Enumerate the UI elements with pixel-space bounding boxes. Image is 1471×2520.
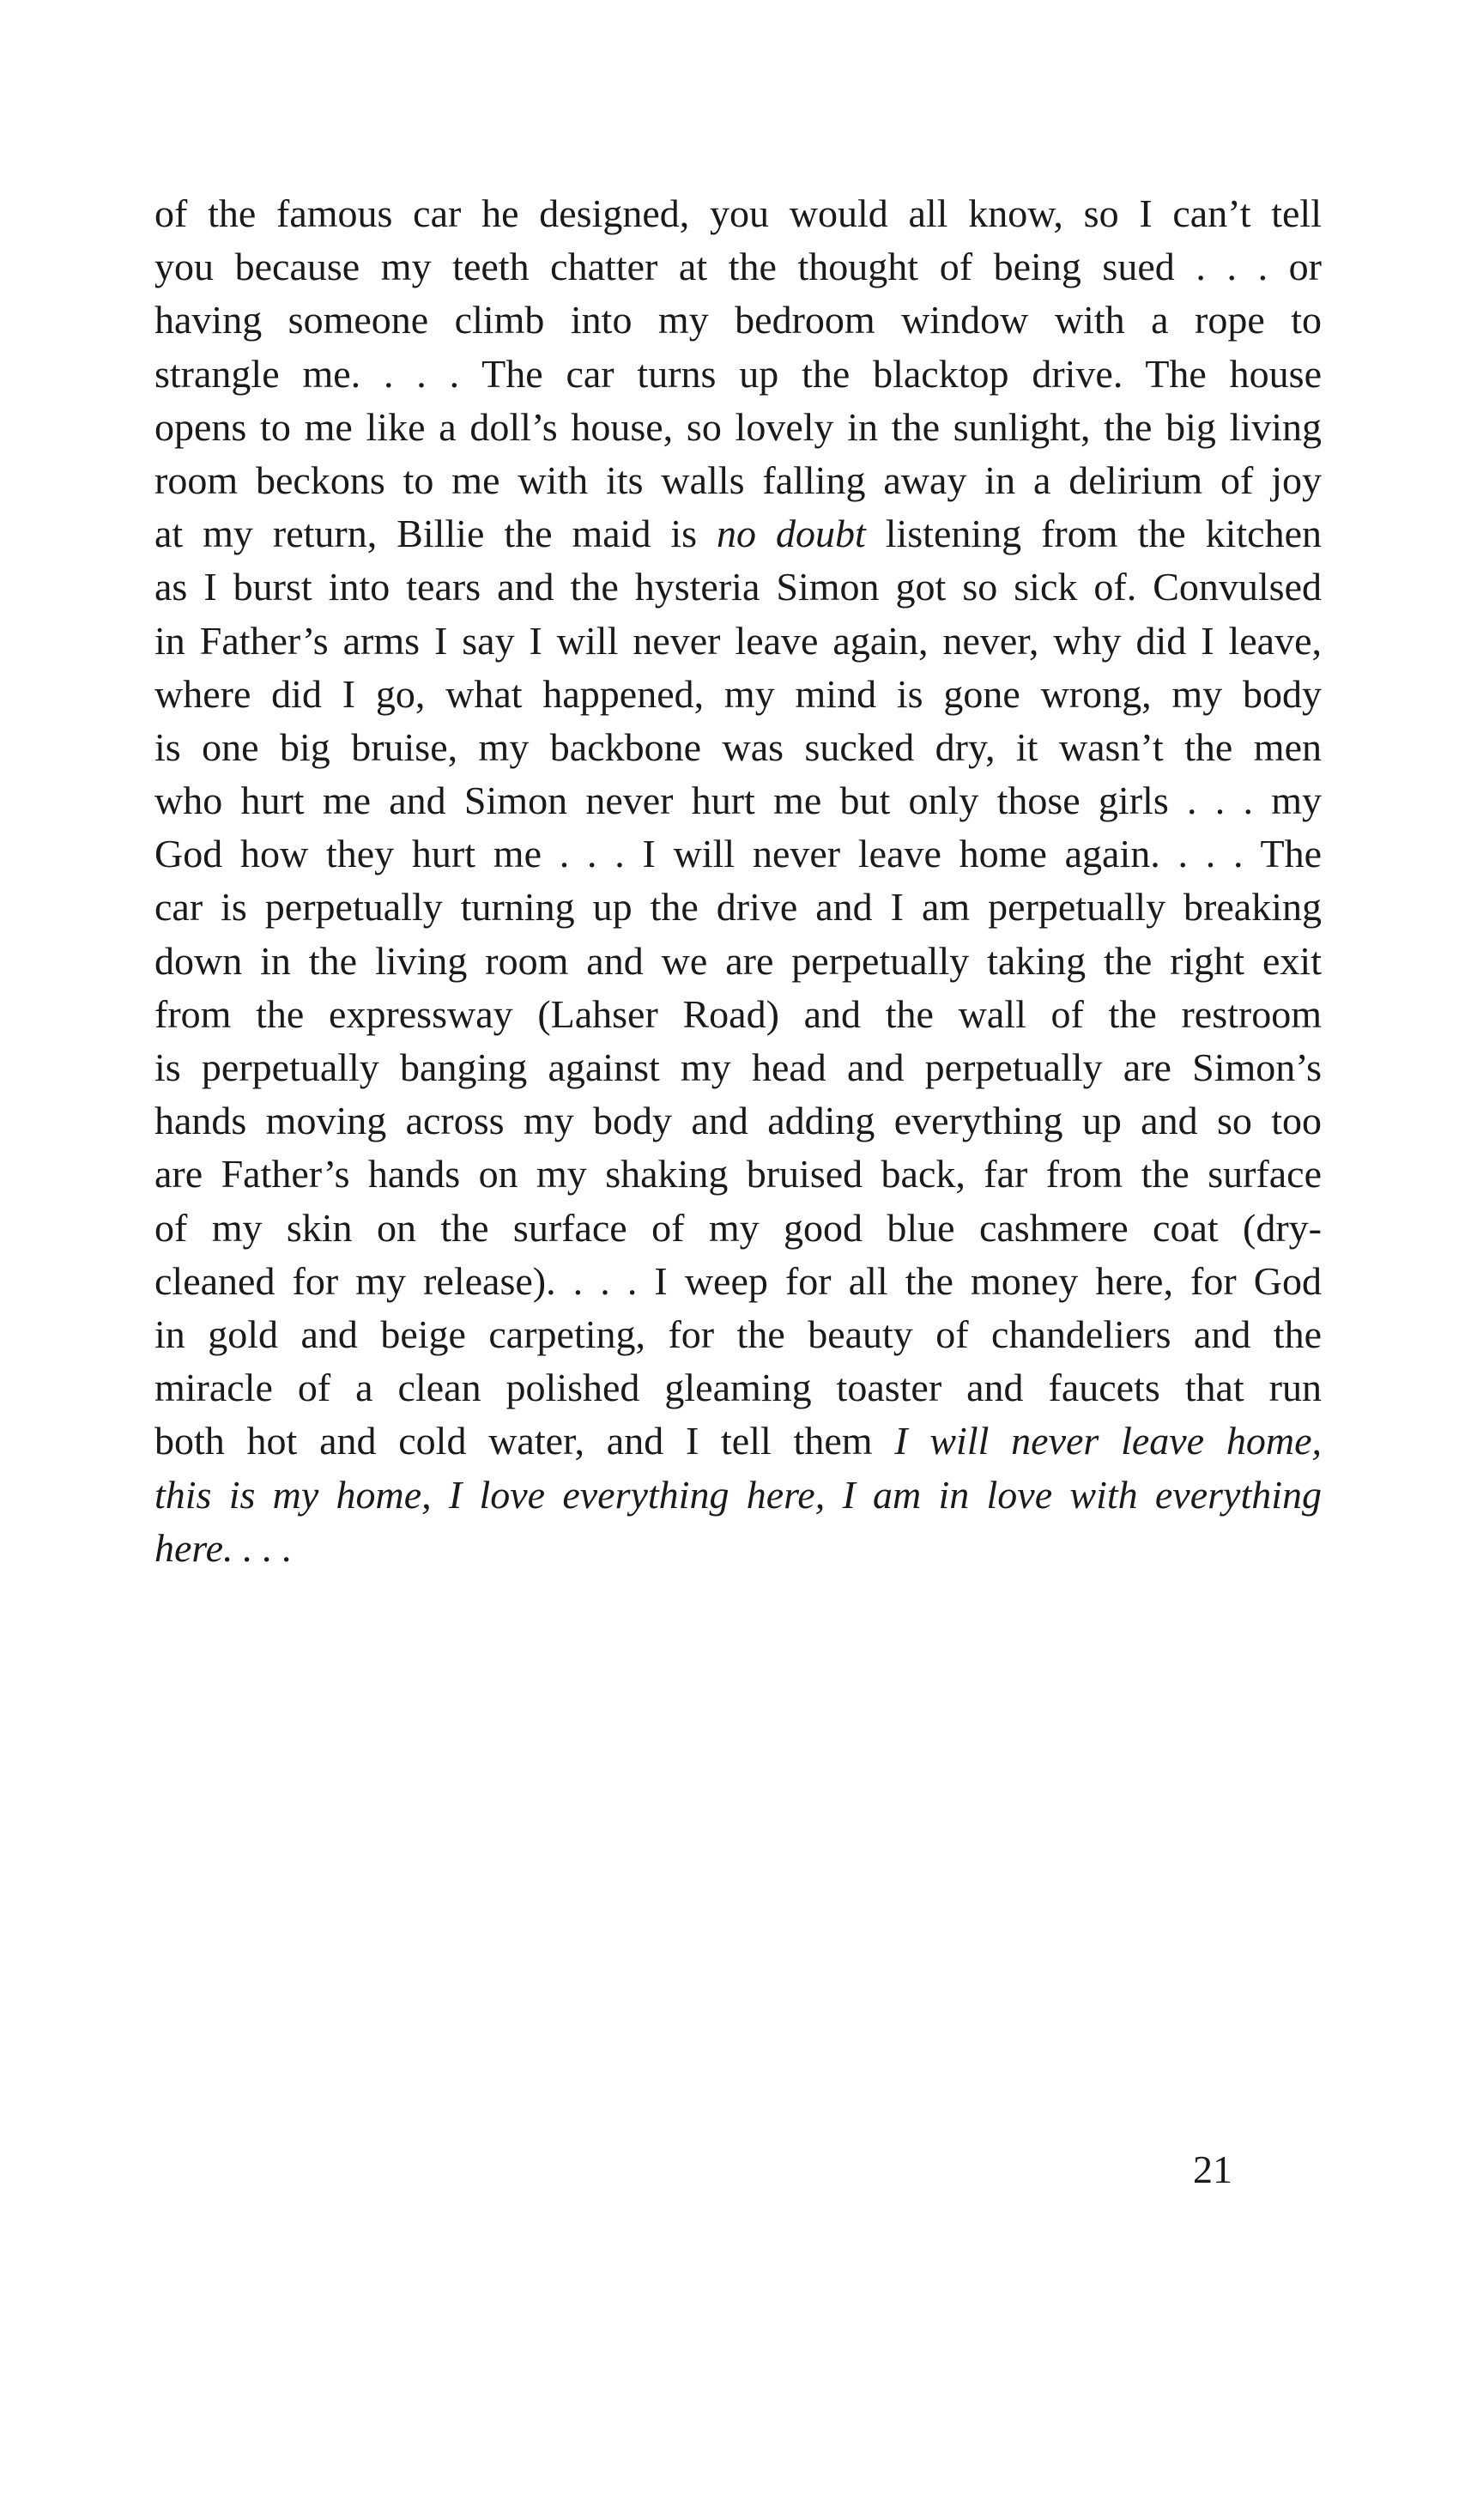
text-line xyxy=(154,935,1322,988)
italic-text: here. . . . xyxy=(154,1525,293,1570)
text-line xyxy=(154,827,1322,881)
text-run: down in the living room and we are perpetually taking the right exit xyxy=(154,938,1322,983)
text-run: both hot and cold water, and I tell them xyxy=(154,1419,895,1463)
text-line xyxy=(154,1041,1322,1094)
text-line xyxy=(154,881,1322,934)
text-line xyxy=(154,507,1322,560)
text-run: of the famous car he designed, you would all know, so I can’t tell xyxy=(154,191,1322,235)
text-line xyxy=(154,668,1322,721)
text-line xyxy=(154,348,1322,401)
text-run: car is perpetually turning up the drive and I am perpetually breaking xyxy=(154,885,1322,930)
text-line xyxy=(154,1094,1322,1148)
text-run: strangle me. . . . The car turns up the blacktop drive. The house xyxy=(154,351,1322,396)
text-line xyxy=(154,454,1322,507)
text-run: in Father’s arms I say I will never leave again, never, why did I leave, xyxy=(154,618,1322,663)
text-line xyxy=(154,401,1322,454)
text-run: you because my teeth chatter at the thought of being sued . . . or xyxy=(154,245,1322,289)
text-run: in gold and beige carpeting, for the beauty of chandeliers and the xyxy=(154,1311,1322,1356)
text-line xyxy=(154,294,1322,347)
text-line xyxy=(154,1522,1322,1575)
text-run: hands moving across my body and adding everything up and so too xyxy=(154,1099,1322,1143)
text-run: of my skin on the surface of my good blue cashmere coat (dry- xyxy=(154,1205,1322,1250)
text-run: room beckons to me with its walls falling away in a delirium of joy xyxy=(154,457,1322,502)
text-line xyxy=(154,988,1322,1041)
text-run: miracle of a clean polished gleaming toaster and faucets that run xyxy=(154,1366,1322,1410)
text-run: is perpetually banging against my head and perpetually are Simon’s xyxy=(154,1045,1322,1089)
text-line xyxy=(154,560,1322,614)
text-line xyxy=(154,1148,1322,1201)
text-run: cleaned for my release). . . . I weep for all the money here, for God xyxy=(154,1258,1322,1303)
text-line xyxy=(154,615,1322,668)
text-line xyxy=(154,240,1322,294)
text-run: who hurt me and Simon never hurt me but only those girls . . . my xyxy=(154,778,1322,823)
text-run: from the expressway (Lahser Road) and the wall of the restroom xyxy=(154,991,1322,1036)
text-run: God how they hurt me . . . I will never leave home again. . . . The xyxy=(154,832,1322,876)
page-number: 21 xyxy=(1193,2147,1232,2191)
text-run: listening from the kitchen xyxy=(865,512,1323,556)
italic-text: this is my home, I love everything here, I am in love with everything xyxy=(154,1472,1322,1517)
text-run: is one big bruise, my backbone was sucked dry, it wasn’t the men xyxy=(154,724,1322,769)
text-line xyxy=(154,187,1322,240)
text-line xyxy=(154,1469,1322,1522)
text-run: as I burst into tears and the hysteria Simon got so sick of. Convulsed xyxy=(154,565,1322,609)
text-line xyxy=(154,1308,1322,1361)
text-run: where did I go, what happened, my mind is gone wrong, my body xyxy=(154,671,1322,716)
body-text xyxy=(154,187,1322,1575)
text-run: are Father’s hands on my shaking bruised back, far from the surface xyxy=(154,1152,1322,1196)
italic-text: I will never leave home, xyxy=(894,1419,1322,1463)
italic-text: no doubt xyxy=(717,512,866,556)
text-line xyxy=(154,1255,1322,1308)
text-line xyxy=(154,1202,1322,1255)
text-line xyxy=(154,1414,1322,1468)
text-run: having someone climb into my bedroom window with a rope to xyxy=(154,298,1322,342)
text-line xyxy=(154,721,1322,774)
text-line xyxy=(154,1361,1322,1414)
text-line xyxy=(154,774,1322,827)
text-run: at my return, Billie the maid is xyxy=(154,512,717,556)
text-run: opens to me like a doll’s house, so lovely in the sunlight, the big living xyxy=(154,404,1322,449)
